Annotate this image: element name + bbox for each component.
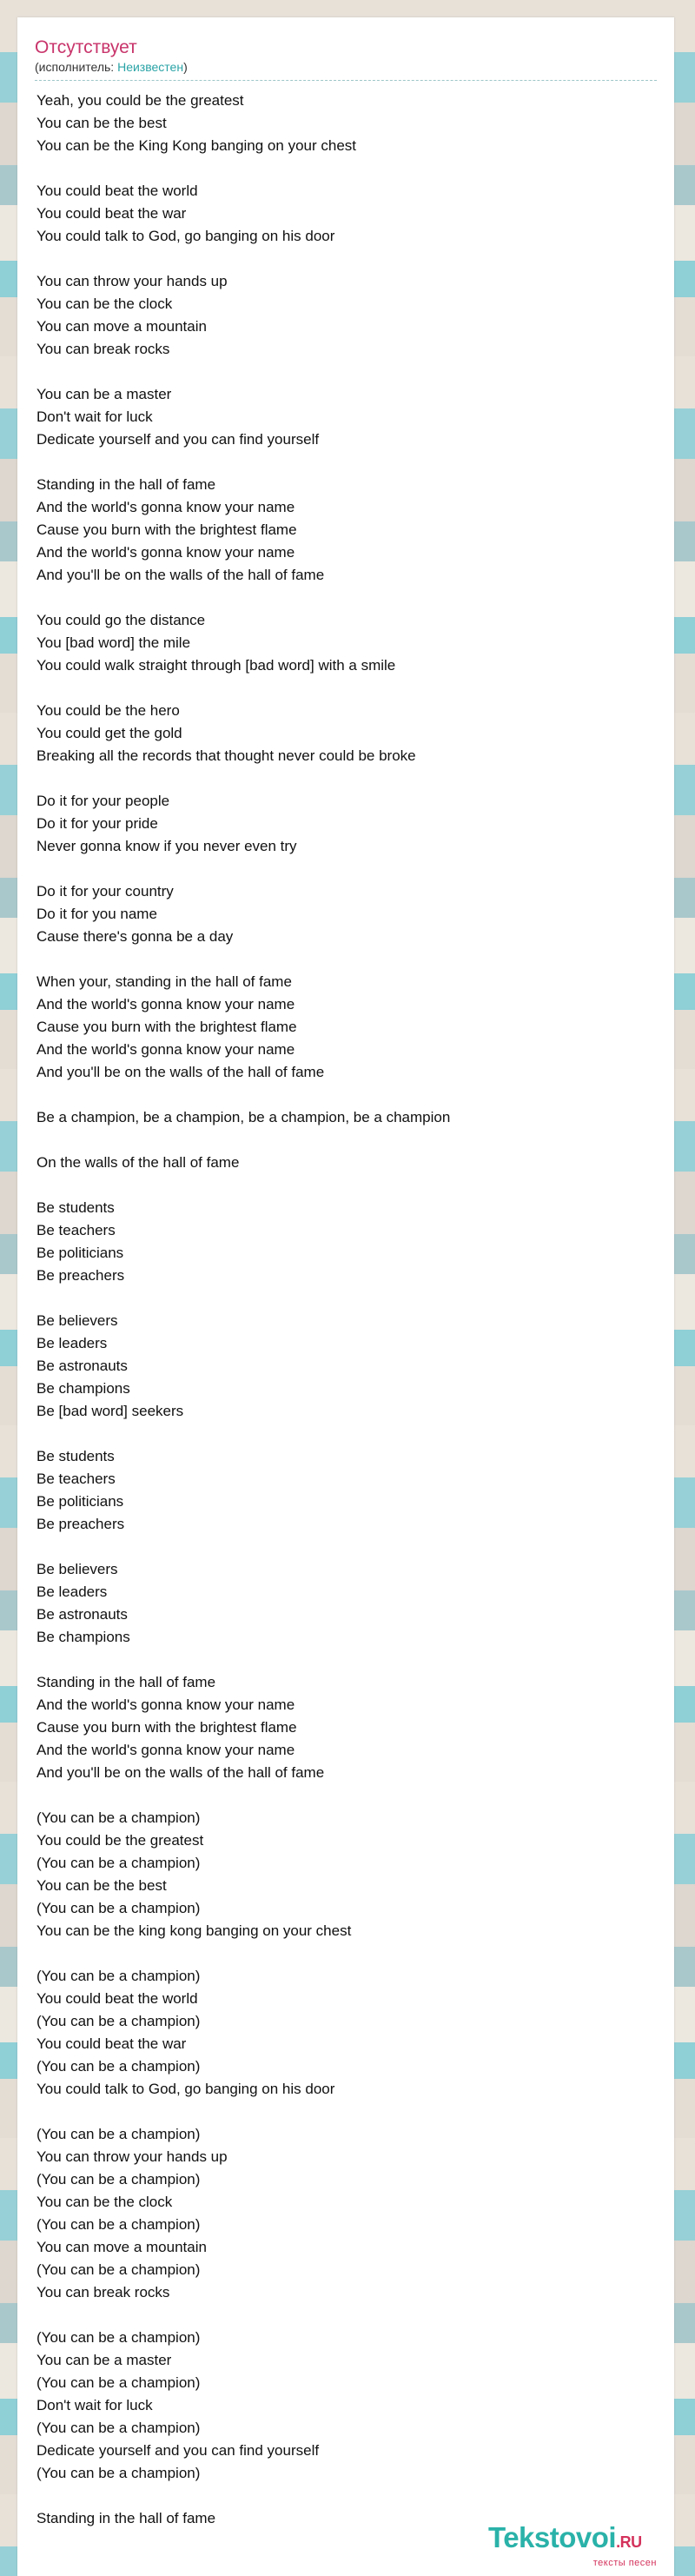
lyric-line: Standing in the hall of fame	[36, 476, 216, 493]
lyric-line: Do it for your people	[36, 793, 170, 809]
stanza-break	[36, 1084, 655, 1106]
lyric-line: You can be the best	[36, 115, 167, 131]
lyric-line: You can be the best	[36, 1877, 167, 1894]
lyric-line: You can break rocks	[36, 341, 170, 357]
lyric-line: Be preachers	[36, 1516, 125, 1532]
lyric-line: (You can be a champion)	[36, 2126, 201, 2142]
lyric-line: Cause you burn with the brightest flame	[36, 1019, 297, 1035]
artist-link[interactable]: Неизвестен	[117, 60, 184, 74]
lyric-line: And the world's gonna know your name	[36, 544, 295, 561]
stanza-break	[36, 948, 655, 971]
lyric-line: You could be the hero	[36, 702, 180, 719]
stanza-break	[36, 248, 655, 270]
lyric-line: And the world's gonna know your name	[36, 499, 295, 515]
lyric-line: And the world's gonna know your name	[36, 1696, 295, 1713]
song-title: Отсутствует	[35, 37, 137, 57]
stanza-break	[36, 1423, 655, 1445]
stanza-break	[36, 361, 655, 383]
lyric-line: You could be the greatest	[36, 1832, 204, 1849]
lyric-line: (You can be a champion)	[36, 2261, 201, 2278]
lyric-line: You could beat the war	[36, 205, 187, 222]
lyric-line: Be a champion, be a champion, be a champion, be a champion	[36, 1109, 451, 1125]
lyric-line: You can be a master	[36, 2352, 172, 2368]
lyric-line: And you'll be on the walls of the hall of fame	[36, 1064, 325, 1080]
lyric-line: Be astronauts	[36, 1358, 128, 1374]
lyric-line: Do it for your pride	[36, 815, 158, 832]
lyric-line: You can be the King Kong banging on your chest	[36, 137, 356, 154]
lyric-line: Yeah, you could be the greatest	[36, 92, 244, 109]
lyric-line: You can move a mountain	[36, 318, 207, 335]
lyric-line: You can be a master	[36, 386, 172, 402]
lyric-line: Be teachers	[36, 1471, 116, 1487]
header-divider	[35, 80, 657, 81]
lyric-line: (You can be a champion)	[36, 2465, 201, 2481]
lyric-line: Cause you burn with the brightest flame	[36, 521, 297, 538]
lyric-line: Be leaders	[36, 1583, 108, 1600]
lyric-line: And you'll be on the walls of the hall of fame	[36, 1764, 325, 1781]
lyric-line: You can be the clock	[36, 2194, 173, 2210]
lyric-line: (You can be a champion)	[36, 1855, 201, 1871]
stanza-break	[36, 677, 655, 700]
lyric-line: You could walk straight through [bad word] with a smile	[36, 657, 396, 674]
lyric-line: Standing in the hall of fame	[36, 1674, 216, 1690]
stanza-break	[36, 767, 655, 790]
lyric-line: Don't wait for luck	[36, 2397, 153, 2413]
lyric-line: You can break rocks	[36, 2284, 170, 2300]
artist-suffix: )	[183, 60, 188, 74]
lyric-line: Be [bad word] seekers	[36, 1403, 184, 1419]
stanza-break	[36, 1287, 655, 1310]
site-logo[interactable]	[488, 2522, 671, 2567]
lyric-line: When your, standing in the hall of fame	[36, 973, 292, 990]
lyric-line: Be students	[36, 1448, 115, 1464]
lyric-line: And the world's gonna know your name	[36, 1742, 295, 1758]
lyric-line: Be preachers	[36, 1267, 125, 1284]
stanza-break	[36, 2485, 655, 2507]
lyric-line: Be astronauts	[36, 1606, 128, 1623]
stanza-break	[36, 1942, 655, 1965]
lyrics-card	[17, 17, 674, 2576]
lyric-line: You could beat the world	[36, 1990, 198, 2007]
lyric-line: And you'll be on the walls of the hall of fame	[36, 567, 325, 583]
lyric-line: Be politicians	[36, 1245, 124, 1261]
lyric-line: You [bad word] the mile	[36, 634, 191, 651]
stanza-break	[36, 1129, 655, 1152]
song-header	[35, 37, 657, 81]
lyric-line: You could talk to God, go banging on his door	[36, 228, 335, 244]
lyric-line: Breaking all the records that thought never could be broke	[36, 747, 416, 764]
stanza-break	[36, 1649, 655, 1671]
artist-prefix: (исполнитель:	[35, 60, 118, 74]
lyric-line: Be champions	[36, 1380, 130, 1397]
lyric-line: Never gonna know if you never even try	[36, 838, 297, 854]
logo-main-text: Tekstovoi	[488, 2521, 617, 2553]
stanza-break	[36, 2304, 655, 2327]
stanza-break	[36, 1784, 655, 1807]
lyric-line: Be believers	[36, 1312, 118, 1329]
lyric-line: Dedicate yourself and you can find yourself	[36, 2442, 320, 2459]
lyric-line: You can throw your hands up	[36, 273, 228, 289]
lyric-line: On the walls of the hall of fame	[36, 1154, 240, 1171]
stanza-break	[36, 1174, 655, 1197]
lyric-line: Cause there's gonna be a day	[36, 928, 234, 945]
logo-tagline: тексты песен	[592, 2558, 657, 2568]
lyric-line: Cause you burn with the brightest flame	[36, 1719, 297, 1736]
lyric-line: (You can be a champion)	[36, 2374, 201, 2391]
lyric-line: (You can be a champion)	[36, 2058, 201, 2075]
stanza-break	[36, 451, 655, 474]
lyric-line: You can be the king kong banging on your chest	[36, 1922, 352, 1939]
lyric-line: Do it for your country	[36, 883, 174, 900]
lyric-line: Do it for you name	[36, 906, 157, 922]
lyric-line: (You can be a champion)	[36, 1809, 201, 1826]
logo-suffix-text: .RU	[616, 2533, 642, 2551]
lyric-line: Be students	[36, 1199, 115, 1216]
lyric-line: (You can be a champion)	[36, 2171, 201, 2188]
lyric-line: (You can be a champion)	[36, 2420, 201, 2436]
lyric-line: Don't wait for luck	[36, 408, 153, 425]
lyric-line: You can be the clock	[36, 295, 173, 312]
stanza-break	[36, 587, 655, 609]
lyric-line: Standing in the hall of fame	[36, 2510, 216, 2526]
stanza-break	[36, 1536, 655, 1558]
lyric-line: You can move a mountain	[36, 2239, 207, 2255]
lyric-line: (You can be a champion)	[36, 1900, 201, 1916]
lyric-line: You can throw your hands up	[36, 2148, 228, 2165]
lyric-line: (You can be a champion)	[36, 2329, 201, 2346]
lyric-line: And the world's gonna know your name	[36, 996, 295, 1012]
lyric-line: (You can be a champion)	[36, 2216, 201, 2233]
artist-line	[35, 59, 657, 75]
lyric-line: Dedicate yourself and you can find yourself	[36, 431, 320, 448]
lyric-line: And the world's gonna know your name	[36, 1041, 295, 1058]
lyric-line: You could beat the world	[36, 183, 198, 199]
lyric-line: Be teachers	[36, 1222, 116, 1238]
lyric-line: (You can be a champion)	[36, 2013, 201, 2029]
lyric-line: You could get the gold	[36, 725, 182, 741]
lyric-line: Be leaders	[36, 1335, 108, 1351]
stanza-break	[36, 858, 655, 880]
lyric-line: Be champions	[36, 1629, 130, 1645]
stanza-break	[36, 2101, 655, 2123]
lyric-line: You could beat the war	[36, 2035, 187, 2052]
lyric-line: Be believers	[36, 1561, 118, 1577]
lyric-line: You could talk to God, go banging on his door	[36, 2081, 335, 2097]
lyric-line: (You can be a champion)	[36, 1968, 201, 1984]
stanza-break	[36, 157, 655, 180]
lyrics-text	[36, 90, 655, 2530]
lyric-line: Be politicians	[36, 1493, 124, 1510]
lyric-line: You could go the distance	[36, 612, 206, 628]
